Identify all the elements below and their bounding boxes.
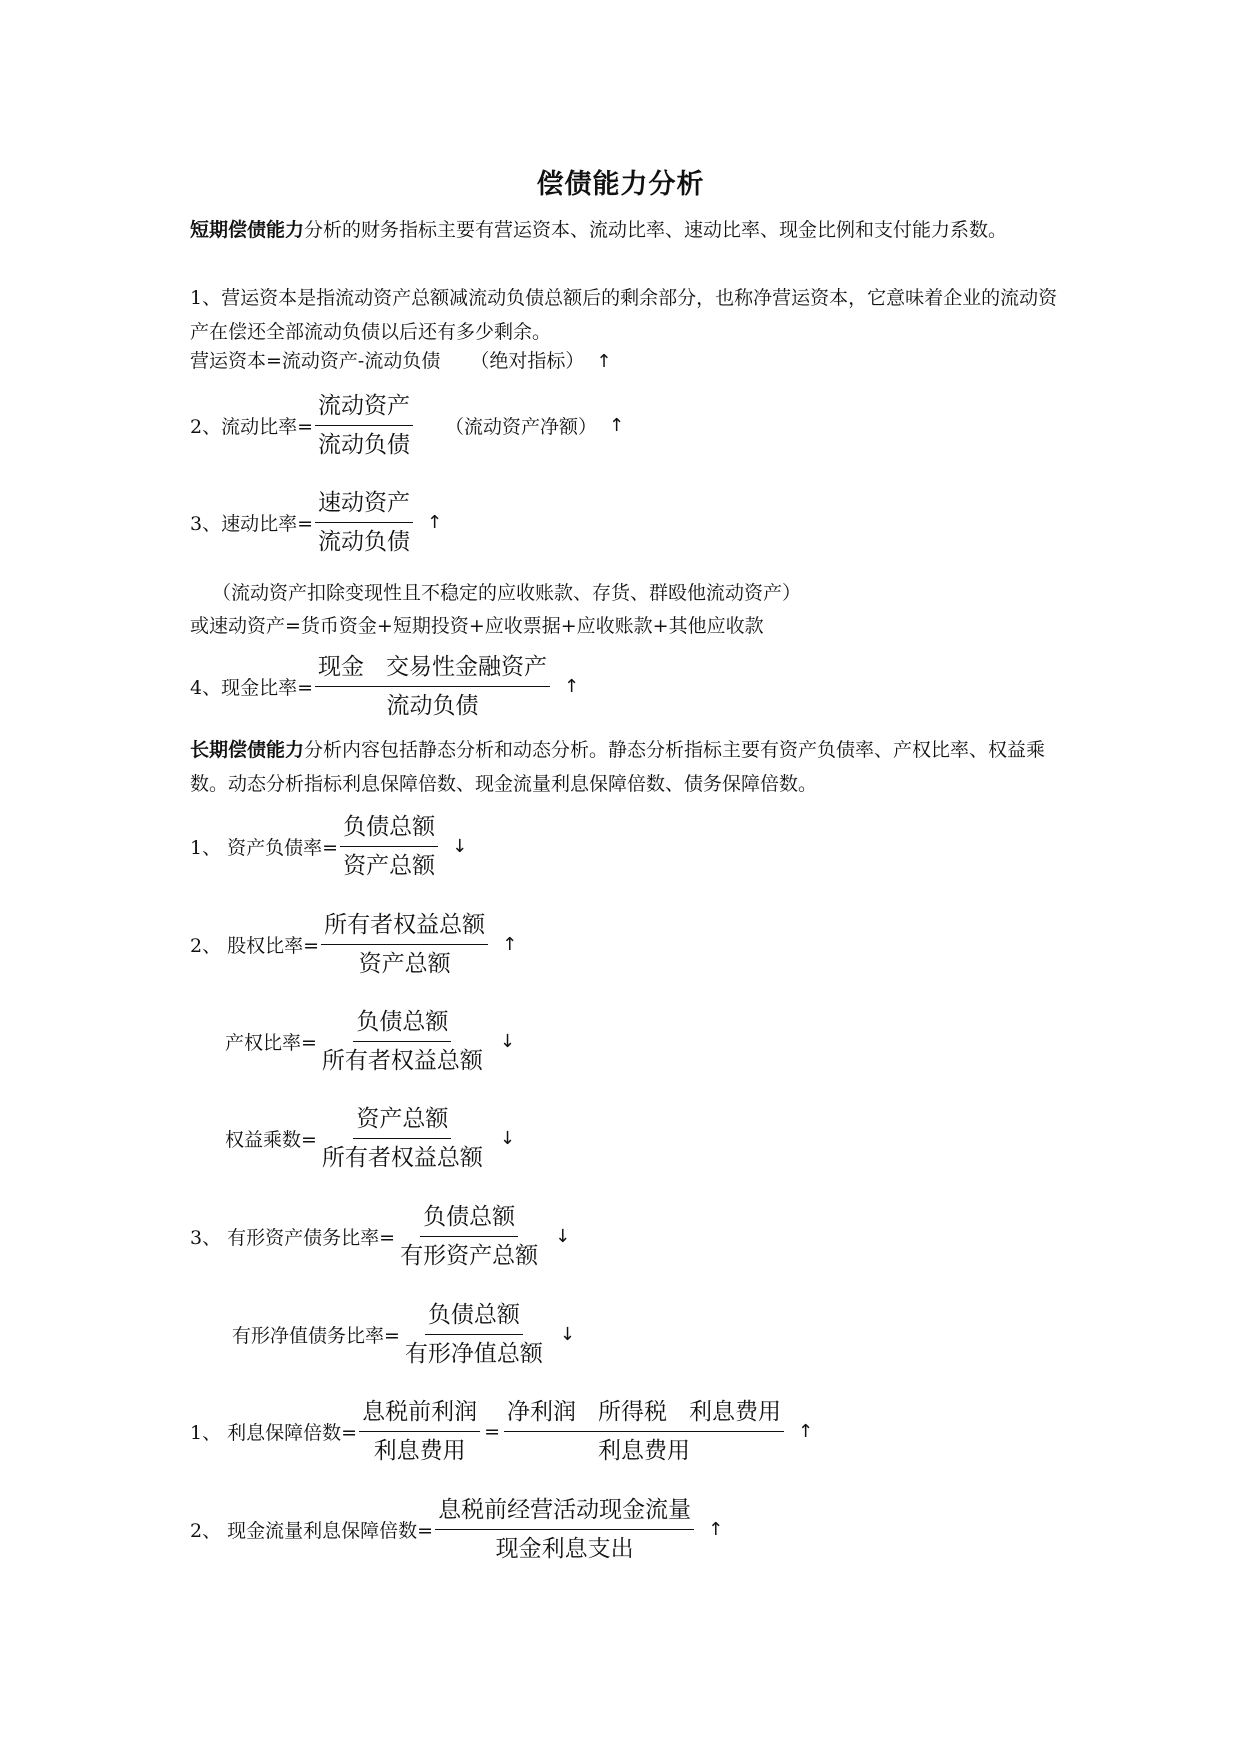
fraction [321, 909, 488, 980]
numerator: 息税前利润 [359, 1396, 480, 1432]
denominator: 利息费用 [597, 1438, 690, 1464]
down-arrow-icon: ↓ [499, 1031, 516, 1052]
tangible-asset-debt-ratio-formula [190, 1201, 570, 1272]
numerator: 负债总额 [425, 1299, 523, 1335]
short-term-intro-text: 分析的财务指标主要有营运资本、流动比率、速动比率、现金比例和支付能力系数。 [304, 219, 1008, 241]
formula-note: （流动资产净额） [445, 416, 598, 438]
numerator-part: 现金 [318, 654, 365, 680]
quick-assets-note: （流动资产扣除变现性且不稳定的应收账款、存货、群殴他流动资产） [212, 582, 802, 604]
fraction [359, 1396, 480, 1467]
denominator: 所有者权益总额 [321, 1048, 483, 1074]
numerator: 所有者权益总额 [321, 909, 488, 945]
formula-label: 产权比率= [225, 1032, 317, 1054]
debt-ratio-formula [190, 811, 467, 882]
fraction [319, 1103, 486, 1174]
page-title: 偿债能力分析 [536, 169, 705, 200]
fraction [397, 1201, 541, 1272]
numerator-part: 所得税 [597, 1399, 667, 1425]
interest-coverage-formula [190, 1396, 813, 1467]
fraction [319, 1006, 486, 1077]
down-arrow-icon: ↓ [555, 1226, 571, 1247]
numerator: 息税前经营活动现金流量 [435, 1494, 694, 1530]
numerator [315, 651, 550, 687]
numerator-part: 利息费用 [688, 1399, 781, 1425]
denominator: 流动负债 [386, 693, 479, 719]
cash-flow-interest-coverage-formula [190, 1494, 723, 1565]
cash-ratio-formula [190, 651, 579, 722]
denominator: 现金利息支出 [495, 1536, 634, 1562]
equity-multiplier-formula [225, 1103, 515, 1174]
fraction [315, 487, 413, 558]
current-ratio-formula [190, 390, 624, 461]
up-arrow-icon: ↑ [564, 676, 580, 697]
formula-label: 权益乘数= [225, 1129, 317, 1151]
denominator: 流动负债 [318, 432, 411, 458]
formula-label: 2、 股权比率= [190, 935, 320, 957]
up-arrow-icon: ↑ [427, 512, 443, 533]
down-arrow-icon: ↓ [452, 836, 468, 857]
working-capital-formula [190, 346, 611, 373]
quick-ratio-formula [190, 487, 442, 558]
short-term-intro [190, 213, 1070, 247]
fraction [402, 1299, 546, 1370]
down-arrow-icon: ↓ [559, 1324, 576, 1345]
denominator: 资产总额 [358, 951, 451, 977]
numerator: 速动资产 [315, 487, 413, 523]
equity-ratio-formula [190, 909, 517, 980]
denominator: 资产总额 [343, 853, 436, 879]
numerator [504, 1396, 784, 1432]
denominator: 所有者权益总额 [321, 1145, 483, 1171]
working-capital-formula-text: 营运资本=流动资产-流动负债 [190, 350, 441, 372]
formula-label: 4、现金比率= [190, 677, 314, 699]
fraction [435, 1494, 694, 1565]
up-arrow-icon: ↑ [502, 934, 518, 955]
numerator: 负债总额 [420, 1201, 518, 1237]
fraction [504, 1396, 784, 1467]
up-arrow-icon: ↑ [708, 1519, 724, 1540]
long-term-heading: 长期偿债能力 [190, 739, 305, 761]
long-term-intro-text: 分析内容包括静态分析和动态分析。静态分析指标主要有资产负债率、产权比率、权益乘数。动态分析指标利息保障倍数、现金流量利息保障倍数、债务保障倍数。 [190, 739, 1046, 795]
numerator: 资产总额 [353, 1103, 451, 1139]
tangible-net-debt-ratio-formula [232, 1299, 575, 1370]
long-term-intro [190, 733, 1070, 801]
denominator: 利息费用 [373, 1438, 466, 1464]
numerator: 负债总额 [353, 1006, 451, 1042]
fraction [315, 651, 550, 722]
formula-label: 3、 有形资产债务比率= [190, 1227, 396, 1249]
quick-assets-definition: 或速动资产=货币资金+短期投资+应收票据+应收账款+其他应收款 [190, 615, 764, 637]
formula-label: 2、流动比率= [190, 416, 314, 438]
numerator: 负债总额 [340, 811, 438, 847]
working-capital-note: （绝对指标） [470, 350, 585, 372]
up-arrow-icon: ↑ [609, 415, 625, 436]
working-capital-definition: 1、营运资本是指流动资产总额减流动负债总额后的剩余部分，也称净营运资本，它意味着企业的流动资产在偿还全部流动负债以后还有多少剩余。 [190, 287, 1058, 343]
equals-sign: = [484, 1420, 500, 1443]
numerator-part: 交易性金融资产 [386, 654, 548, 680]
formula-label: 2、 现金流量利息保障倍数= [190, 1520, 434, 1542]
formula-label: 有形净值债务比率= [232, 1325, 400, 1347]
property-ratio-formula [225, 1006, 515, 1077]
numerator-part: 净利润 [506, 1399, 576, 1425]
denominator: 流动负债 [318, 529, 411, 555]
numerator: 流动资产 [315, 390, 413, 426]
denominator: 有形资产总额 [400, 1243, 539, 1269]
up-arrow-icon: ↑ [797, 1421, 814, 1442]
formula-label: 1、 利息保障倍数= [190, 1422, 358, 1444]
up-arrow-icon: ↑ [596, 351, 612, 372]
denominator: 有形净值总额 [404, 1341, 543, 1367]
formula-label: 3、速动比率= [190, 513, 314, 535]
fraction [315, 390, 413, 461]
formula-label: 1、 资产负债率= [190, 837, 339, 859]
down-arrow-icon: ↓ [499, 1128, 516, 1149]
fraction [340, 811, 438, 882]
short-term-heading: 短期偿债能力 [190, 219, 305, 241]
